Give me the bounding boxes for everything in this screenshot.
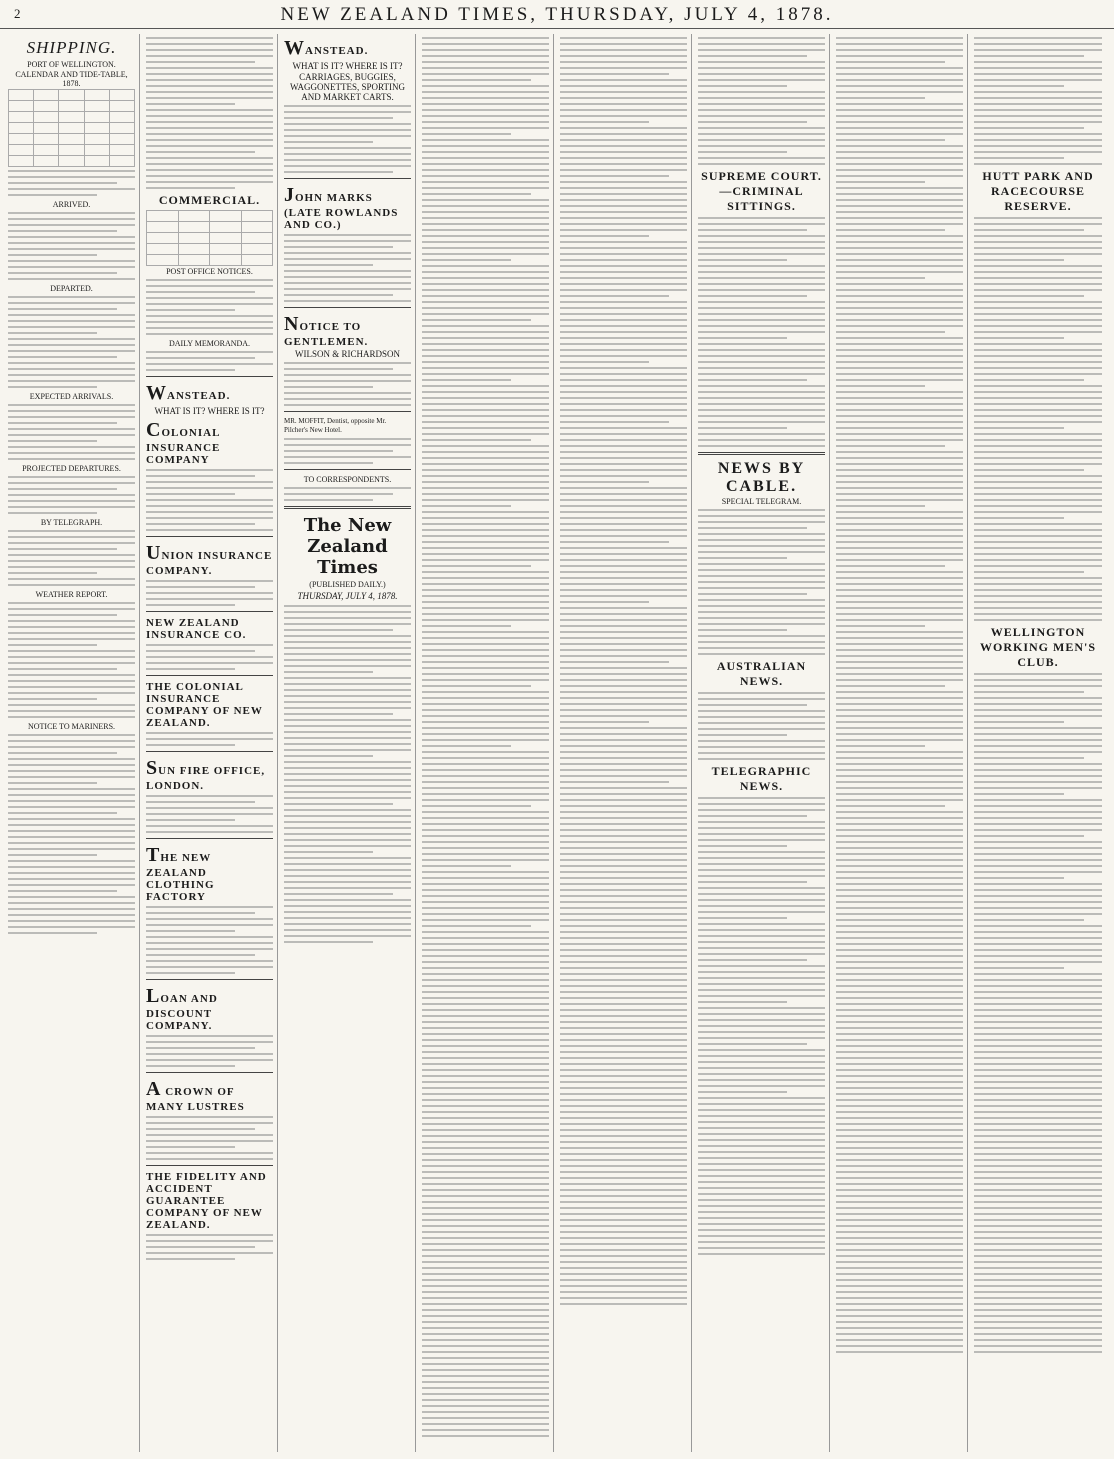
text-block [146,732,273,746]
column-1 [8,34,140,1452]
editorial-masthead: The New Zealand Times [303,515,392,578]
arrived-heading: ARRIVED. [52,200,91,209]
text-block [698,692,825,760]
correspondents-heading: TO CORRESPONDENTS. [303,475,392,484]
post-office-heading: POST OFFICE NOTICES. [166,267,253,276]
wanstead-ad-title-2: WANSTEAD. [284,37,369,59]
wilson-richardson: WILSON & RICHARDSON [294,349,400,359]
column-6 [698,34,830,1452]
telegraphic-news-heading: TELEGRAPHIC NEWS. [711,764,812,793]
text-block [146,279,273,335]
text-block [8,602,135,718]
wanstead-ad-title: WANSTEAD. [146,382,231,404]
calendar-heading: CALENDAR AND TIDE-TABLE, 1878. [15,70,128,88]
clothing-ad-title: THE NEW ZEALAND CLOTHING FACTORY [146,844,215,903]
text-block [284,105,411,173]
text-block [284,362,411,406]
text-block [146,1234,273,1260]
crown-ad-title: A CROWN OF MANY LUSTRES [146,1078,245,1113]
columns [8,34,1106,1452]
mens-club-heading: WELLINGTON WORKING MEN'S CLUB. [979,625,1096,669]
commercial-table [146,210,273,266]
news-by-cable-heading: NEWS BY CABLE. [717,460,806,495]
column-5 [560,34,692,1452]
text-block [146,469,273,531]
union-ad-title: UNION INSURANCE COMPANY. [146,542,273,577]
text-block [698,509,825,655]
text-block [8,476,135,514]
sun-fire-ad-title: SUN FIRE OFFICE, LONDON. [146,757,266,792]
wanstead-ad-sub: WHAT IS IT? WHERE IS IT? [154,406,265,416]
departed-heading: DEPARTED. [50,284,93,293]
text-block [146,1035,273,1067]
text-block [146,351,273,371]
text-block [146,906,273,974]
text-block [8,296,135,388]
column-2 [146,34,278,1452]
hutt-park-heading: HUTT PARK AND RACECOURSE RESERVE. [982,169,1094,213]
article-text [560,37,687,1305]
port-heading: PORT OF WELLINGTON. [27,60,116,69]
editorial-text [284,605,411,943]
text-block [284,234,411,302]
text-block [8,170,135,196]
text-block [974,673,1102,1353]
text-block [974,37,1102,165]
column-7 [836,34,968,1452]
text-block [8,404,135,460]
text-block [698,217,825,447]
supreme-court-heading: SUPREME COURT.—CRIMINAL SITTINGS. [701,169,822,213]
tide-table [8,89,135,167]
editorial-date: THURSDAY, JULY 4, 1878. [297,591,398,601]
john-marks-ad-title: JOHN MARKS (LATE ROWLANDS AND CO.) [284,184,399,231]
nz-insurance-ad-title: NEW ZEALAND INSURANCE CO. [146,617,247,641]
text-block [284,487,411,501]
text-block [974,217,1102,621]
loan-ad-title: LOAN AND DISCOUNT COMPANY. [146,985,218,1032]
masthead [0,0,1114,29]
colonial-ad-title: COLONIAL INSURANCE COMPANY [146,419,221,466]
projected-heading: PROJECTED DEPARTURES. [22,464,121,473]
shipping-heading: SHIPPING. [26,38,117,57]
text-block [8,530,135,586]
notice-gentlemen-title: NOTICE TO GENTLEMEN. [284,313,369,348]
wanstead-ad-sub-2: WHAT IS IT? WHERE IS IT? [292,61,403,71]
australian-news-heading: AUSTRALIAN NEWS. [716,659,807,688]
column-4 [422,34,554,1452]
commercial-heading: COMMERCIAL. [158,193,261,207]
text-block [836,37,963,1353]
text-block [284,438,411,464]
colonial-insurance-ad-title: THE COLONIAL INSURANCE COMPANY OF NEW ZEALAND. [146,681,263,729]
text-block [698,37,825,165]
memoranda-heading: DAILY MEMORANDA. [168,339,251,348]
text-block [146,644,273,670]
published-daily: (PUBLISHED DAILY.) [309,580,386,589]
column-8 [974,34,1106,1452]
fidelity-ad-title: THE FIDELITY AND ACCIDENT GUARANTEE COMPANY OF NEW ZEALAND. [146,1171,267,1231]
text-block [146,1116,273,1160]
expected-heading: EXPECTED ARRIVALS. [29,392,114,401]
carriages-ad: CARRIAGES, BUGGIES, WAGGONETTES, SPORTING AND MARKET CARTS. [290,72,405,102]
text-block [146,795,273,833]
text-block [8,734,135,934]
text-block [698,797,825,1255]
text-block [146,37,273,189]
mariners-heading: NOTICE TO MARINERS. [27,722,116,731]
newspaper-title: NEW ZEALAND TIMES, THURSDAY, JULY 4, 1878. [280,4,834,25]
moffit-ad: MR. MOFFIT, Dentist, opposite Mr. Pilcher's New Hotel. [284,417,387,434]
text-block [146,580,273,606]
page-number: 2 [14,6,21,21]
weather-heading: WEATHER REPORT. [35,590,108,599]
article-text [422,37,549,1437]
telegraph-heading: BY TELEGRAPH. [40,518,103,527]
column-3 [284,34,416,1452]
special-telegram-heading: SPECIAL TELEGRAM. [721,497,802,506]
text-block [8,212,135,280]
